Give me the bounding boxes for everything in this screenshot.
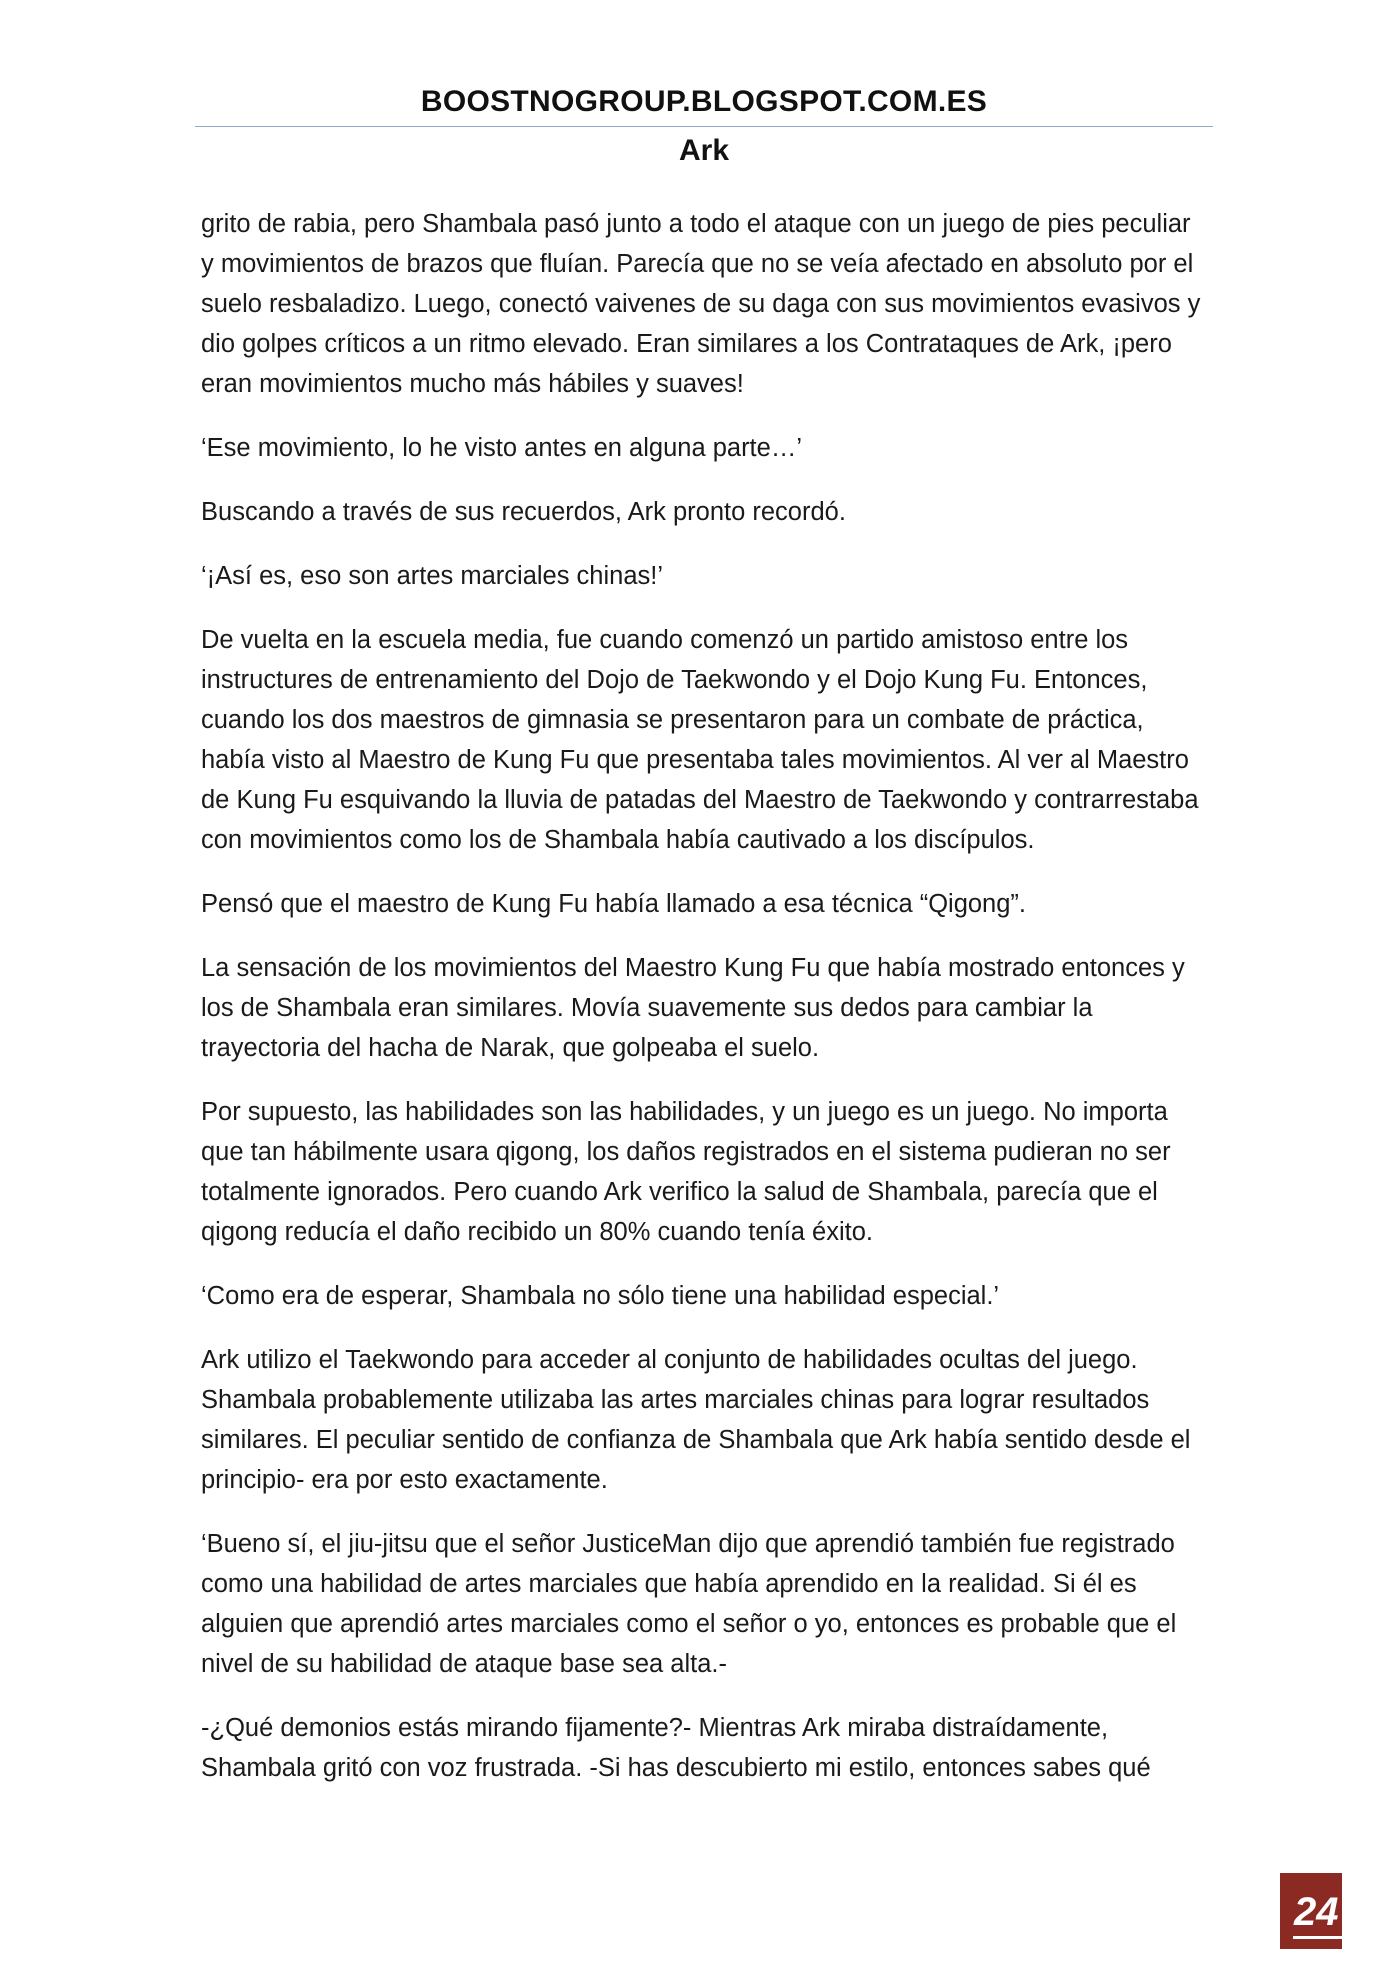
paragraph: -¿Qué demonios estás mirando fijamente?- Mientras Ark miraba distraídamente, Shambala gritó con voz frustrada. -Si has descubierto mi estilo, entonces sabes qué <box>201 1714 1151 1782</box>
paragraph: ‘Bueno sí, el jiu-jitsu que el señor JusticeMan dijo que aprendió también fue registrado como una habilidad de artes marciales que había aprendido en la realidad. Si él es alguien que aprendió artes marciales como el señor o yo, entonces es probable que el nivel de su habilidad de ataque base sea alta.- <box>201 1530 1177 1678</box>
page-number-underline <box>1293 1936 1345 1939</box>
paragraph: Ark utilizo el Taekwondo para acceder al conjunto de habilidades ocultas del juego. Shambala probablemente utilizaba las artes marciales chinas para lograr resultados similares. El peculiar sentido de confianza de Shambala que Ark había sentido desde el principio- era por esto exactamente. <box>201 1346 1191 1494</box>
paragraph: La sensación de los movimientos del Maestro Kung Fu que había mostrado entonces y los de Shambala eran similares. Movía suavemente sus dedos para cambiar la trayectoria del hacha de Narak, que golpeaba el suelo. <box>201 954 1185 1062</box>
paragraph: ‘Como era de esperar, Shambala no sólo tiene una habilidad especial.’ <box>201 1282 1000 1310</box>
paragraph: Pensó que el maestro de Kung Fu había llamado a esa técnica “Qigong”. <box>201 890 1027 918</box>
paragraph: ‘¡Así es, eso son artes marciales chinas!’ <box>201 562 664 590</box>
page-number: 24 <box>1294 1890 1339 1934</box>
paragraph: Buscando a través de sus recuerdos, Ark pronto recordó. <box>201 498 846 526</box>
book-title: Ark <box>678 134 730 167</box>
paragraph: ‘Ese movimiento, lo he visto antes en alguna parte…’ <box>201 434 802 462</box>
paragraph: grito de rabia, pero Shambala pasó junto a todo el ataque con un juego de pies peculiar y movimientos de brazos que fluían. Parecía que no se veía afectado en absoluto por el suelo resbaladizo. Luego, conectó vaivenes de su daga con sus movimientos evasivos y dio golpes críticos a un ritmo elevado. Eran similares a los Contrataques de Ark, ¡pero eran movimientos mucho más hábiles y suaves! <box>201 210 1201 398</box>
body-text <box>201 204 1206 1812</box>
site-title: BOOSTNOGROUP.BLOGSPOT.COM.ES <box>195 82 1213 127</box>
paragraph: Por supuesto, las habilidades son las habilidades, y un juego es un juego. No importa que tan hábilmente usara qigong, los daños registrados en el sistema pudieran no ser totalmente ignorados. Pero cuando Ark verifico la salud de Shambala, parecía que el qigong reducía el daño recibido un 80% cuando tenía éxito. <box>201 1098 1171 1246</box>
page-header <box>195 82 1213 171</box>
paragraph: De vuelta en la escuela media, fue cuando comenzó un partido amistoso entre los instructures de entrenamiento del Dojo de Taekwondo y el Dojo Kung Fu. Entonces, cuando los dos maestros de gimnasia se presentaron para un combate de práctica, había visto al Maestro de Kung Fu que presentaba tales movimientos. Al ver al Maestro de Kung Fu esquivando la lluvia de patadas del Maestro de Taekwondo y contrarrestaba con movimientos como los de Shambala había cautivado a los discípulos. <box>201 626 1199 854</box>
